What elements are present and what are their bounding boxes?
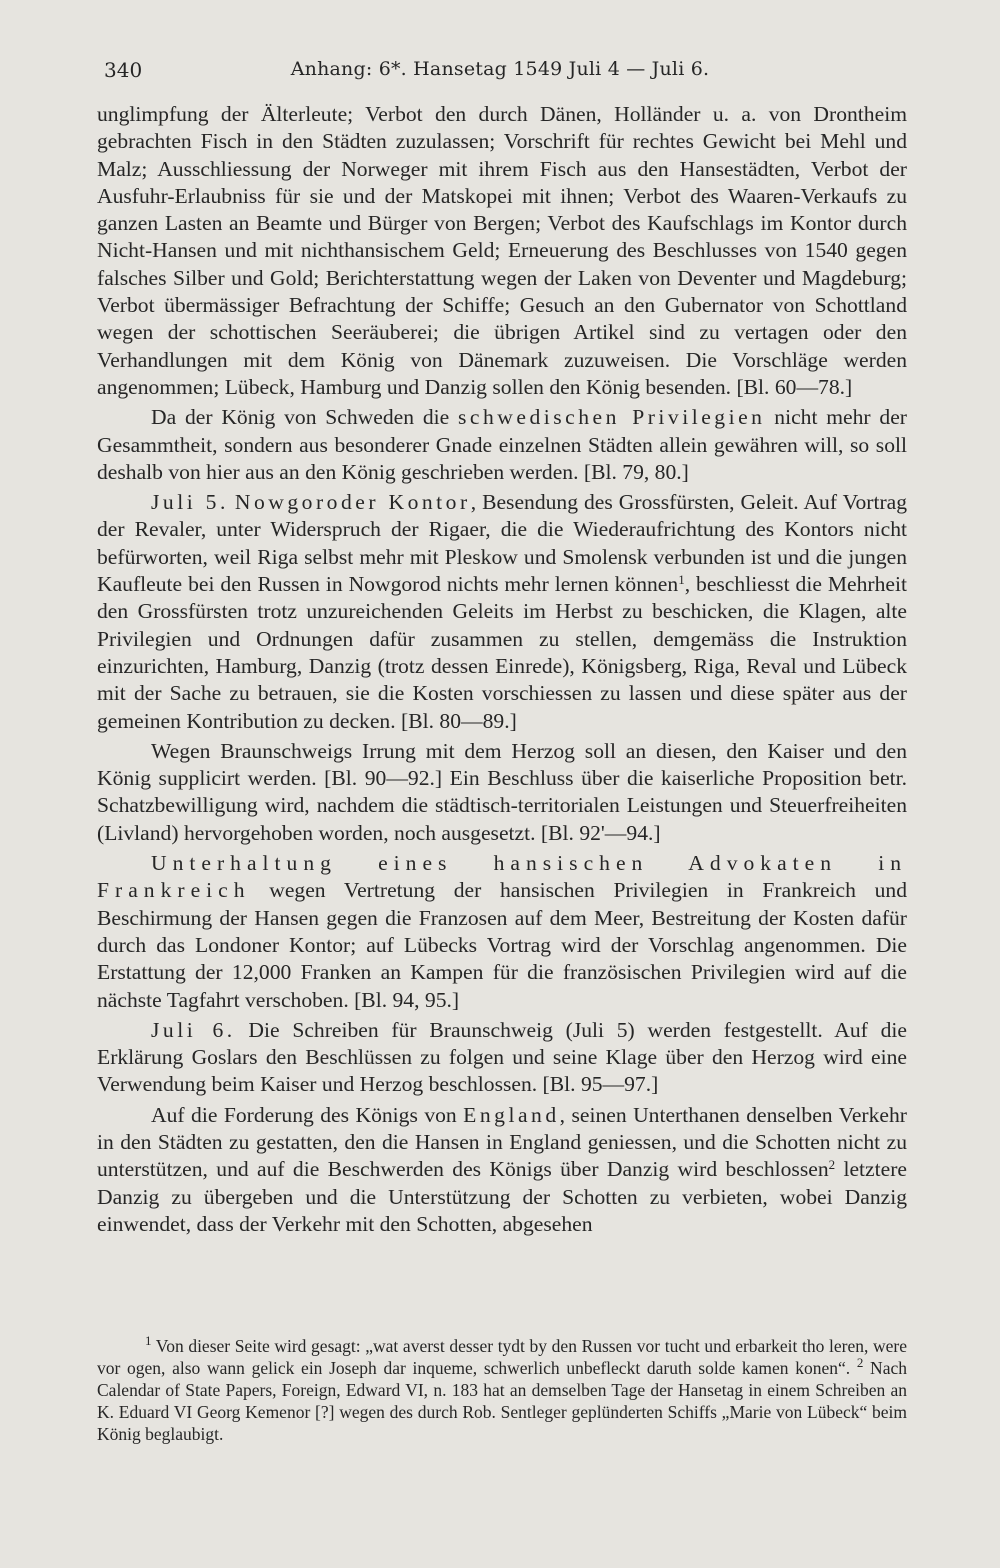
main-text [97, 101, 907, 1238]
running-title: Anhang: 6*. Hansetag 1549 Juli 4 — Juli 6. [290, 58, 710, 80]
paragraph-3-text-a: , Besendung des Grossfürsten, Geleit. Auf Vortrag der Revaler, unter Widerspruch der Rigaer, die die Wiederaufrichtung des Kontors nicht befürworten, weil Riga selbst mehr mit Pleskow und Smolensk verbunden ist und die jungen Kaufleute bei den Russen in Nowgorod nichts mehr lernen können [97, 490, 908, 597]
paragraph-5 [97, 850, 907, 1014]
footnote-1-text: Von dieser Seite wird gesagt: „wat averst desser tydt by den Russen vor tucht und erbarkeit tho leren, were vor ogen, also wann gelick ein Joseph dar inqueme, schwerlich unbefleckt daruth solde kamen konen“. [97, 1336, 907, 1378]
paragraph-7-text-a: Auf die Forderung des Königs von [151, 1102, 464, 1127]
paragraph-3 [97, 489, 907, 735]
paragraph-1-text: unglimpfung der Älterleute; Verbot den durch Dänen, Holländer u. a. von Drontheim gebrachten Fisch in den Städten zuzulassen; Vorschrift für rechtes Gewicht bei Mehl und Malz; Ausschliessung der Norweger mit ihrem Fisch aus den Hansestädten, Verbot der Ausfuhr-Erlaubniss für sie und der Matskopei mit ihnen; Verbot des Waaren-Verkaufs zu ganzen Lasten an Beamte und Bürger von Bergen; Verbot des Kaufschlags im Kontor durch Nicht-Hansen und mit nichthansischem Geld; Erneuerung des Beschlusses von 1540 gegen falsches Silber und Gold; Berichterstattung wegen der Laken von Deventer und Magdeburg; Verbot übermässiger Befrachtung der Schiffe; Gesuch an den Gubernator von Schottland wegen der schottischen Seeräuberei; die übrigen Artikel sind zu vertagen oder den Verhandlungen mit dem König von Dänemark zuzuweisen. Die Vorschläge werden angenommen; Lübeck, Hamburg und Danzig sollen den König besenden. [Bl. 60—78.] [97, 102, 907, 399]
paragraph-6-text: Die Schreiben für Braunschweig (Juli 5) werden festgestellt. Auf die Erklärung Goslars den Beschlüssen zu folgen und seine Klage über den Herzog wird eine Verwendung beim Kaiser und Herzog beschlossen. [Bl. 95—97.] [97, 1017, 908, 1097]
spaced-term-advokat-frankreich: Unterhaltung eines hansischen Advokaten in Frankreich [97, 851, 907, 903]
paragraph-7-text-b: , seinen Unterthanen denselben Verkehr in den Städten zu gestatten, den die Hansen in England geniessen, und die Schotten nicht zu unterstützen, und auf die Beschwerden des Königs über Danzig wird beschlossen [97, 1102, 907, 1182]
paragraph-7 [97, 1102, 907, 1238]
spaced-term-england: England [463, 1102, 560, 1127]
footnote-ref-1: 1 [678, 572, 685, 588]
paragraph-4-text: Wegen Braunschweigs Irrung mit dem Herzog soll an diesen, den Kaiser und den König supplicirt werden. [Bl. 90—92.] Ein Beschluss über die kaiserliche Proposition betr. Schatzbewilligung wird, nachdem die städtisch-territorialen Leistungen und Steuerfreiheiten (Livland) hervorgehoben worden, noch ausgesetzt. [Bl. 92'—94.] [97, 738, 907, 845]
footnotes [97, 1335, 907, 1445]
date-juli-6: Juli 6. [151, 1017, 236, 1042]
footnote-ref-2: 2 [828, 1157, 836, 1173]
page-number: 340 [104, 58, 143, 82]
paragraph-6 [97, 1017, 907, 1099]
page-header [100, 58, 900, 88]
paragraph-4 [97, 738, 907, 847]
spaced-term-nowgoroder-kontor: Nowgoroder Kontor [234, 490, 471, 515]
paragraph-2 [97, 404, 907, 486]
footnote-2-text: Nach Calendar of State Papers, Foreign, Edward VI, n. 183 hat an demselben Tage der Hansetag in einem Schreiben an K. Eduard VI Georg Kemenor [?] wegen des durch Rob. Sentleger geplünderten Schiffs „Marie von Lübeck“ beim König beglaubigt. [97, 1358, 907, 1444]
spaced-term-schwedische-privilegien: schwedischen Privilegien [458, 405, 766, 430]
paragraph-1 [97, 101, 907, 401]
paragraph-2-text-b: nicht mehr der Gesammtheit, sondern aus besonderer Gnade einzelnen Städten allein gewähren will, so soll deshalb von hier aus an den König geschrieben werden. [Bl. 79, 80.] [97, 405, 907, 484]
paragraph-7-text-c: letztere Danzig zu übergeben und die Unterstützung der Schotten zu verbieten, wobei Danzig einwendet, dass der Verkehr mit den Schotten, abgesehen [97, 1157, 907, 1236]
paragraph-3-text-b: , beschliesst die Mehrheit den Grossfürsten trotz unzureichenden Geleits im Herbst zu beschicken, die Klagen, alte Privilegien und Ordnungen dafür zusammen zu stellen, demgemäss die Instruktion einzurichten, Hamburg, Danzig (trotz dessen Einrede), Königsberg, Riga, Reval und Lübeck mit der Sache zu betrauen, sie die Kosten vorschiessen zu lassen und diese später aus der gemeinen Kontribution zu decken. [Bl. 80—89.] [97, 572, 907, 733]
footnote-2-mark: 2 [856, 1355, 864, 1370]
date-juli-5: Juli 5. [151, 490, 229, 515]
paragraph-2-text-a: Da der König von Schweden die [151, 405, 458, 430]
paragraph-5-text: wegen Vertretung der hansischen Privilegien in Frankreich und Beschirmung der Hansen gegen die Franzosen auf dem Meer, Bestreitung der Kosten dafür durch das Londoner Kontor; auf Lübecks Vortrag wird der Vorschlag angenommen. Die Erstattung der 12,000 Franken an Kampen für die französischen Privilegien wird auf die nächste Tagfahrt verschoben. [Bl. 94, 95.] [97, 878, 907, 1012]
footnote-block [97, 1335, 907, 1445]
footnote-1-mark: 1 [145, 1333, 152, 1348]
